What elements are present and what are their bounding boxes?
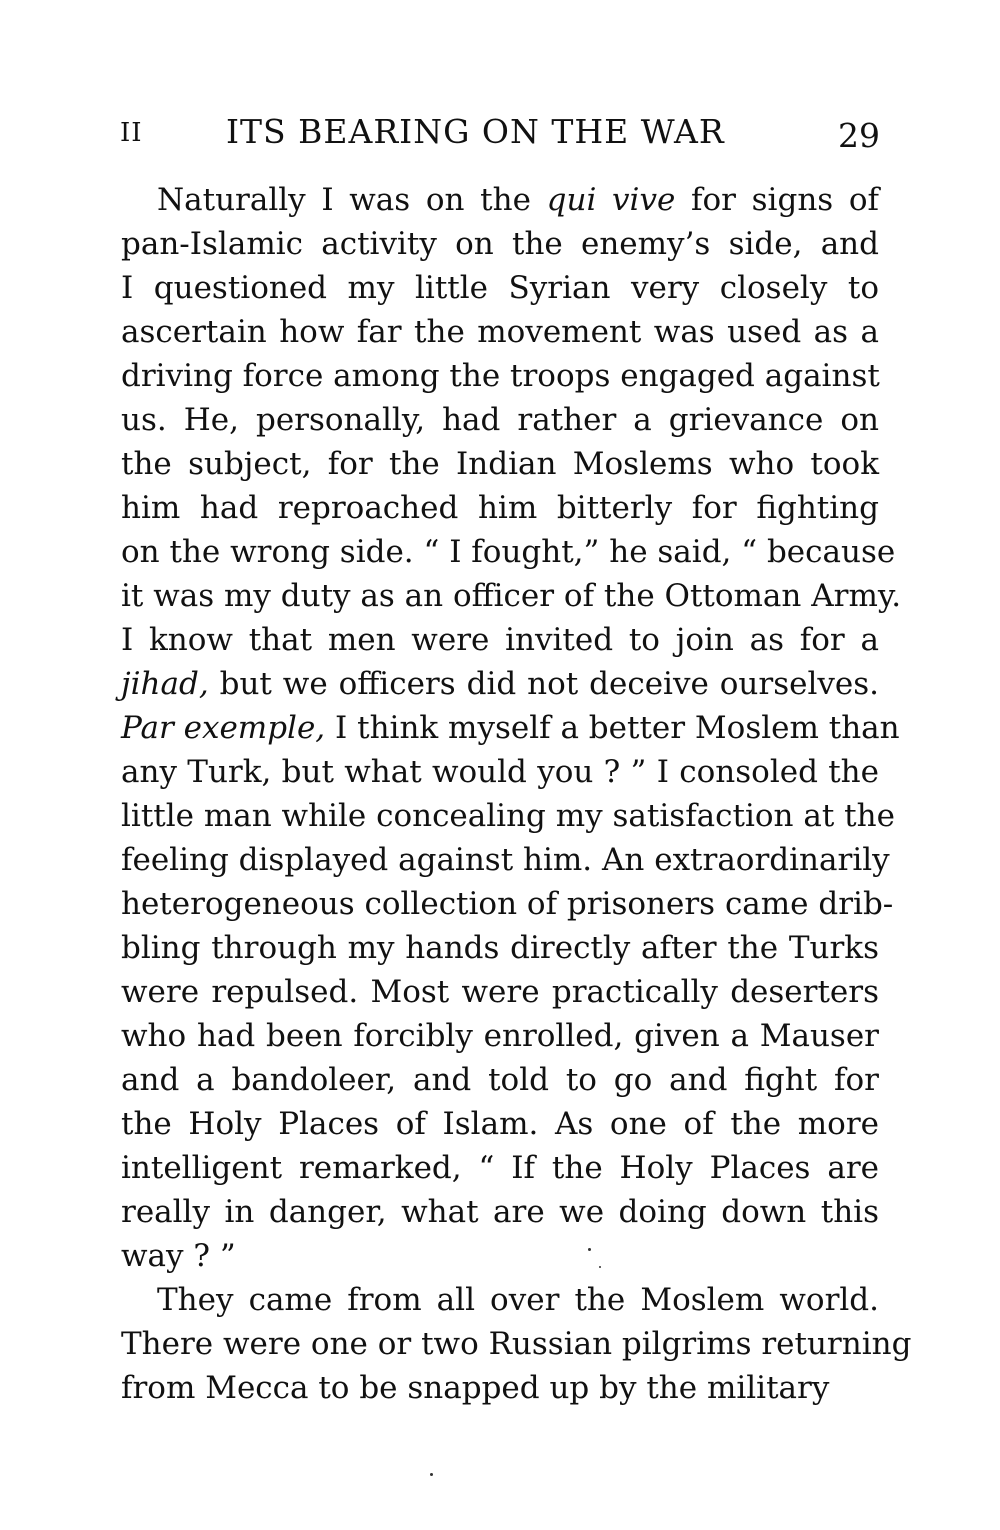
text-run: for signs of [675, 182, 880, 218]
text-run: bling through my hands directly after the Turks [121, 930, 879, 966]
text-run: him had reproached him bitterly for fighting [121, 490, 879, 526]
text-line [121, 266, 879, 310]
text-run: I questioned my little Syrian very closely to [121, 270, 879, 306]
text-line [121, 1234, 879, 1278]
text-line [121, 706, 900, 750]
text-run: but we officers did not deceive ourselves. [208, 666, 879, 702]
text-line [121, 222, 879, 266]
paragraph [121, 1278, 912, 1410]
text-line [121, 750, 879, 794]
text-line [121, 1278, 879, 1322]
text-run: heterogeneous collection of prisoners came drib- [121, 886, 894, 922]
italic-run: Par exemple, [121, 710, 326, 746]
text-line [121, 662, 879, 706]
text-line [121, 1146, 879, 1190]
text-run: driving force among the troops engaged against [121, 358, 880, 394]
text-run: on the wrong side. “ I fought,” he said, “ because [121, 534, 896, 570]
text-run: intelligent remarked, “ If the Holy Places are [121, 1150, 879, 1186]
ink-speck [430, 1473, 433, 1476]
text-run: were repulsed. Most were practically deserters [121, 974, 879, 1010]
text-line [121, 310, 879, 354]
text-line [121, 1058, 879, 1102]
text-line [121, 398, 879, 442]
text-run: I know that men were invited to join as for a [121, 622, 879, 658]
text-run: the subject, for the Indian Moslems who took [121, 446, 879, 482]
text-run: us. He, personally, had rather a grievance on [121, 402, 879, 438]
text-line [121, 1102, 879, 1146]
running-title: ITS BEARING ON THE WAR [226, 112, 725, 151]
text-line [121, 1014, 879, 1058]
italic-run: jihad, [121, 666, 209, 702]
text-run: They came from all over the Moslem world. [157, 1282, 879, 1318]
text-run: the Holy Places of Islam. As one of the more [121, 1106, 879, 1142]
text-line [121, 442, 879, 486]
text-run: really in danger, what are we doing down this [121, 1194, 879, 1230]
italic-run: qui vive [546, 182, 676, 218]
text-line [121, 178, 879, 222]
text-run: ascertain how far the movement was used as a [121, 314, 879, 350]
text-line [121, 574, 902, 618]
chapter-number: II [120, 118, 143, 148]
text-line [121, 882, 894, 926]
text-run: Naturally I was on the [157, 182, 547, 218]
text-line [121, 970, 879, 1014]
text-run: I think myself a better Moslem than [325, 710, 900, 746]
text-run: and a bandoleer, and told to go and fight for [121, 1062, 879, 1098]
text-line [121, 530, 896, 574]
text-run: it was my duty as an officer of the Ottoman Army. [121, 578, 902, 614]
body-text [121, 178, 912, 1410]
text-run: any Turk, but what would you ? ” I consoled the [121, 754, 879, 790]
text-line [121, 926, 879, 970]
text-line [121, 1366, 879, 1410]
text-run: who had been forcibly enrolled, given a Mauser [121, 1018, 879, 1054]
page-number: 29 [838, 116, 880, 155]
text-line [121, 486, 879, 530]
text-line [121, 838, 890, 882]
ink-speck [588, 1248, 591, 1251]
text-line [121, 1190, 879, 1234]
text-line [121, 1322, 912, 1366]
text-line [121, 354, 879, 398]
text-run: There were one or two Russian pilgrims returning [121, 1326, 912, 1362]
text-run: feeling displayed against him. An extraordinarily [121, 842, 890, 878]
paragraph [121, 178, 902, 1278]
text-run: way ? ” [121, 1238, 236, 1274]
text-run: pan-Islamic activity on the enemy’s side, and [121, 226, 879, 262]
running-head [120, 112, 880, 156]
text-line [121, 794, 895, 838]
text-run: little man while concealing my satisfaction at the [121, 798, 895, 834]
ink-speck [599, 1266, 601, 1268]
text-line [121, 618, 879, 662]
text-run: from Mecca to be snapped up by the military [121, 1370, 830, 1406]
